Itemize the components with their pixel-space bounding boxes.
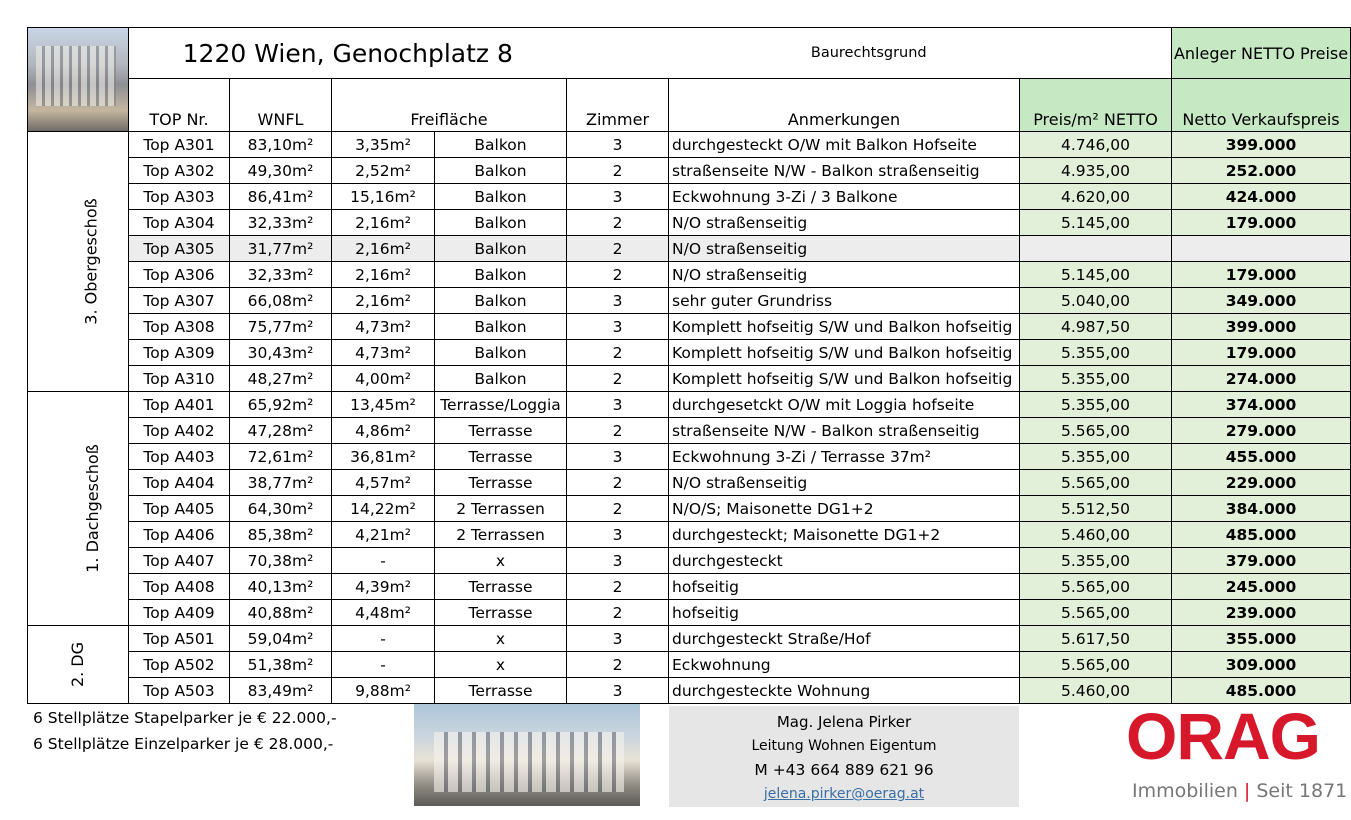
sale-price: 349.000 (1172, 288, 1351, 314)
outdoor-type: Balkon (435, 314, 567, 340)
price-per-m2: 5.617,50 (1020, 626, 1172, 652)
unit-number: Top A408 (129, 574, 230, 600)
sale-price: 384.000 (1172, 496, 1351, 522)
unit-note: durchgesteckte Wohnung (669, 678, 1020, 704)
sale-price (1172, 236, 1351, 262)
outdoor-area: 4,48m² (332, 600, 435, 626)
contact-box (669, 706, 1019, 807)
room-count: 3 (567, 392, 669, 418)
contact-name: Mag. Jelena Pirker (776, 713, 912, 731)
table-row (28, 288, 1351, 314)
outdoor-type: x (435, 548, 567, 574)
price-per-m2: 5.040,00 (1020, 288, 1172, 314)
outdoor-type: Balkon (435, 340, 567, 366)
price-per-m2: 5.355,00 (1020, 340, 1172, 366)
unit-area: 85,38m² (230, 522, 332, 548)
unit-area: 48,27m² (230, 366, 332, 392)
outdoor-type: 2 Terrassen (435, 522, 567, 548)
table-row (28, 340, 1351, 366)
unit-note: Komplett hofseitig S/W und Balkon hofseitig (669, 366, 1020, 392)
price-per-m2: 5.355,00 (1020, 548, 1172, 574)
table-row (28, 184, 1351, 210)
unit-area: 59,04m² (230, 626, 332, 652)
table-row (28, 600, 1351, 626)
unit-area: 64,30m² (230, 496, 332, 522)
unit-note: hofseitig (669, 574, 1020, 600)
unit-area: 32,33m² (230, 210, 332, 236)
unit-number: Top A305 (129, 236, 230, 262)
table-row (28, 626, 1351, 652)
room-count: 3 (567, 184, 669, 210)
col-zimmer: Zimmer (567, 79, 669, 132)
unit-area: 30,43m² (230, 340, 332, 366)
col-top: TOP Nr. (129, 79, 230, 132)
price-per-m2: 5.460,00 (1020, 678, 1172, 704)
unit-area: 75,77m² (230, 314, 332, 340)
unit-number: Top A301 (129, 132, 230, 158)
unit-area: 31,77m² (230, 236, 332, 262)
unit-number: Top A501 (129, 626, 230, 652)
price-per-m2: 5.565,00 (1020, 574, 1172, 600)
unit-number: Top A407 (129, 548, 230, 574)
sale-price: 399.000 (1172, 314, 1351, 340)
room-count: 3 (567, 132, 669, 158)
table-row (28, 522, 1351, 548)
room-count: 2 (567, 236, 669, 262)
table-row (28, 366, 1351, 392)
orag-logo (1120, 699, 1350, 812)
unit-area: 66,08m² (230, 288, 332, 314)
unit-number: Top A403 (129, 444, 230, 470)
unit-number: Top A307 (129, 288, 230, 314)
sale-price: 374.000 (1172, 392, 1351, 418)
contact-phone: M +43 664 889 621 96 (754, 761, 934, 779)
unit-number: Top A308 (129, 314, 230, 340)
unit-number: Top A402 (129, 418, 230, 444)
unit-area: 40,88m² (230, 600, 332, 626)
floor-label: 2. DG (28, 626, 129, 704)
room-count: 3 (567, 678, 669, 704)
logo-wordmark: ORAG (1126, 699, 1320, 773)
room-count: 2 (567, 340, 669, 366)
col-freiflaeche: Freifläche (332, 79, 567, 132)
unit-area: 38,77m² (230, 470, 332, 496)
outdoor-type: Terrasse (435, 444, 567, 470)
outdoor-type: Balkon (435, 210, 567, 236)
contact-email-link[interactable]: jelena.pirker@oerag.at (763, 786, 925, 802)
outdoor-type: Terrasse (435, 574, 567, 600)
room-count: 2 (567, 262, 669, 288)
unit-note: N/O straßenseitig (669, 262, 1020, 288)
price-per-m2: 5.565,00 (1020, 600, 1172, 626)
price-per-m2: 5.355,00 (1020, 392, 1172, 418)
parking-line-2: 6 Stellplätze Einzelparker je € 28.000,- (33, 735, 334, 753)
outdoor-area: 14,22m² (332, 496, 435, 522)
unit-number: Top A310 (129, 366, 230, 392)
sale-price: 179.000 (1172, 340, 1351, 366)
col-wnfl: WNFL (230, 79, 332, 132)
table-row (28, 652, 1351, 678)
floor-label: 3. Obergeschoß (28, 132, 129, 392)
sale-price: 252.000 (1172, 158, 1351, 184)
room-count: 3 (567, 548, 669, 574)
outdoor-type: Balkon (435, 236, 567, 262)
price-per-m2: 5.145,00 (1020, 210, 1172, 236)
table-row (28, 470, 1351, 496)
room-count: 3 (567, 314, 669, 340)
unit-note: straßenseite N/W - Balkon straßenseitig (669, 158, 1020, 184)
unit-note: N/O straßenseitig (669, 236, 1020, 262)
price-per-m2: 5.565,00 (1020, 652, 1172, 678)
table-row (28, 496, 1351, 522)
unit-area: 49,30m² (230, 158, 332, 184)
outdoor-type: Balkon (435, 262, 567, 288)
outdoor-type: 2 Terrassen (435, 496, 567, 522)
unit-number: Top A302 (129, 158, 230, 184)
unit-number: Top A406 (129, 522, 230, 548)
unit-number: Top A306 (129, 262, 230, 288)
sale-price: 245.000 (1172, 574, 1351, 600)
outdoor-type: Terrasse (435, 600, 567, 626)
outdoor-area: 4,39m² (332, 574, 435, 600)
outdoor-area: - (332, 548, 435, 574)
unit-note: hofseitig (669, 600, 1020, 626)
outdoor-area: - (332, 652, 435, 678)
unit-area: 72,61m² (230, 444, 332, 470)
outdoor-area: 4,00m² (332, 366, 435, 392)
parking-line-1: 6 Stellplätze Stapelparker je € 22.000,- (33, 709, 337, 727)
outdoor-type: Balkon (435, 184, 567, 210)
outdoor-type: Balkon (435, 158, 567, 184)
col-verkaufspreis: Netto Verkaufspreis (1172, 79, 1351, 132)
outdoor-area: 15,16m² (332, 184, 435, 210)
sale-price: 355.000 (1172, 626, 1351, 652)
room-count: 2 (567, 366, 669, 392)
unit-note: sehr guter Grundriss (669, 288, 1020, 314)
table-row (28, 158, 1351, 184)
unit-area: 51,38m² (230, 652, 332, 678)
outdoor-type: Terrasse (435, 418, 567, 444)
unit-note: Eckwohnung 3-Zi / Terrasse 37m² (669, 444, 1020, 470)
unit-note: durchgesteckt Straße/Hof (669, 626, 1020, 652)
price-per-m2: 5.355,00 (1020, 444, 1172, 470)
baurecht-label: Baurechtsgrund (567, 28, 1172, 79)
unit-area: 83,10m² (230, 132, 332, 158)
sale-price: 229.000 (1172, 470, 1351, 496)
unit-note: Komplett hofseitig S/W und Balkon hofseitig (669, 340, 1020, 366)
unit-note: Komplett hofseitig S/W und Balkon hofseitig (669, 314, 1020, 340)
table-row (28, 444, 1351, 470)
floor-label: 1. Dachgeschoß (28, 392, 129, 626)
unit-note: durchgesteckt (669, 548, 1020, 574)
unit-note: durchgesteckt O/W mit Balkon Hofseite (669, 132, 1020, 158)
price-per-m2: 4.987,50 (1020, 314, 1172, 340)
table-row (28, 132, 1351, 158)
anleger-header: Anleger NETTO Preise (1172, 28, 1351, 79)
unit-number: Top A409 (129, 600, 230, 626)
unit-note: Eckwohnung 3-Zi / 3 Balkone (669, 184, 1020, 210)
room-count: 2 (567, 574, 669, 600)
room-count: 3 (567, 522, 669, 548)
unit-number: Top A309 (129, 340, 230, 366)
price-per-m2: 5.512,50 (1020, 496, 1172, 522)
col-anmerkungen: Anmerkungen (669, 79, 1020, 132)
building-photo-small (28, 28, 129, 132)
room-count: 2 (567, 496, 669, 522)
table-row (28, 262, 1351, 288)
table-row (28, 314, 1351, 340)
room-count: 3 (567, 288, 669, 314)
room-count: 3 (567, 626, 669, 652)
sale-price: 455.000 (1172, 444, 1351, 470)
unit-area: 40,13m² (230, 574, 332, 600)
price-table (27, 27, 1351, 704)
sale-price: 279.000 (1172, 418, 1351, 444)
table-row (28, 210, 1351, 236)
outdoor-type: x (435, 652, 567, 678)
outdoor-area: 2,16m² (332, 210, 435, 236)
sale-price: 379.000 (1172, 548, 1351, 574)
table-row (28, 236, 1351, 262)
unit-area: 32,33m² (230, 262, 332, 288)
unit-number: Top A502 (129, 652, 230, 678)
unit-area: 70,38m² (230, 548, 332, 574)
outdoor-area: 3,35m² (332, 132, 435, 158)
contact-role: Leitung Wohnen Eigentum (751, 738, 937, 754)
price-per-m2: 4.746,00 (1020, 132, 1172, 158)
table-row (28, 574, 1351, 600)
sale-price: 485.000 (1172, 522, 1351, 548)
unit-area: 65,92m² (230, 392, 332, 418)
outdoor-type: Terrasse/Loggia (435, 392, 567, 418)
col-preis-m2: Preis/m² NETTO (1020, 79, 1172, 132)
unit-number: Top A303 (129, 184, 230, 210)
outdoor-area: 9,88m² (332, 678, 435, 704)
room-count: 2 (567, 470, 669, 496)
outdoor-area: 4,73m² (332, 314, 435, 340)
sale-price: 179.000 (1172, 262, 1351, 288)
sale-price: 309.000 (1172, 652, 1351, 678)
unit-note: N/O straßenseitig (669, 470, 1020, 496)
unit-number: Top A503 (129, 678, 230, 704)
outdoor-area: 13,45m² (332, 392, 435, 418)
unit-number: Top A404 (129, 470, 230, 496)
table-row (28, 392, 1351, 418)
price-per-m2 (1020, 236, 1172, 262)
outdoor-type: Balkon (435, 288, 567, 314)
room-count: 2 (567, 652, 669, 678)
outdoor-type: Balkon (435, 132, 567, 158)
unit-number: Top A401 (129, 392, 230, 418)
price-per-m2: 4.935,00 (1020, 158, 1172, 184)
unit-note: durchgesetckt O/W mit Loggia hofseite (669, 392, 1020, 418)
unit-note: N/O straßenseitig (669, 210, 1020, 236)
price-per-m2: 5.145,00 (1020, 262, 1172, 288)
outdoor-area: 4,73m² (332, 340, 435, 366)
outdoor-area: 2,16m² (332, 288, 435, 314)
price-per-m2: 5.355,00 (1020, 366, 1172, 392)
outdoor-area: 36,81m² (332, 444, 435, 470)
sale-price: 179.000 (1172, 210, 1351, 236)
room-count: 2 (567, 210, 669, 236)
outdoor-area: - (332, 626, 435, 652)
room-count: 3 (567, 444, 669, 470)
outdoor-type: x (435, 626, 567, 652)
room-count: 2 (567, 418, 669, 444)
sale-price: 424.000 (1172, 184, 1351, 210)
page-title: 1220 Wien, Genochplatz 8 (129, 28, 567, 79)
outdoor-type: Terrasse (435, 678, 567, 704)
outdoor-area: 4,21m² (332, 522, 435, 548)
price-per-m2: 5.565,00 (1020, 470, 1172, 496)
outdoor-area: 4,86m² (332, 418, 435, 444)
sale-price: 239.000 (1172, 600, 1351, 626)
room-count: 2 (567, 158, 669, 184)
outdoor-area: 2,52m² (332, 158, 435, 184)
price-per-m2: 4.620,00 (1020, 184, 1172, 210)
building-rendering (414, 704, 640, 806)
outdoor-area: 4,57m² (332, 470, 435, 496)
outdoor-area: 2,16m² (332, 262, 435, 288)
unit-area: 86,41m² (230, 184, 332, 210)
unit-number: Top A304 (129, 210, 230, 236)
unit-area: 47,28m² (230, 418, 332, 444)
outdoor-area: 2,16m² (332, 236, 435, 262)
outdoor-type: Terrasse (435, 470, 567, 496)
sale-price: 485.000 (1172, 678, 1351, 704)
room-count: 2 (567, 600, 669, 626)
logo-tagline: Immobilien | Seit 1871 (1132, 780, 1348, 802)
price-per-m2: 5.460,00 (1020, 522, 1172, 548)
unit-area: 83,49m² (230, 678, 332, 704)
unit-note: Eckwohnung (669, 652, 1020, 678)
table-row (28, 418, 1351, 444)
price-per-m2: 5.565,00 (1020, 418, 1172, 444)
unit-note: durchgesteckt; Maisonette DG1+2 (669, 522, 1020, 548)
unit-note: straßenseite N/W - Balkon straßenseitig (669, 418, 1020, 444)
sale-price: 399.000 (1172, 132, 1351, 158)
outdoor-type: Balkon (435, 366, 567, 392)
table-row (28, 548, 1351, 574)
sale-price: 274.000 (1172, 366, 1351, 392)
unit-note: N/O/S; Maisonette DG1+2 (669, 496, 1020, 522)
unit-number: Top A405 (129, 496, 230, 522)
